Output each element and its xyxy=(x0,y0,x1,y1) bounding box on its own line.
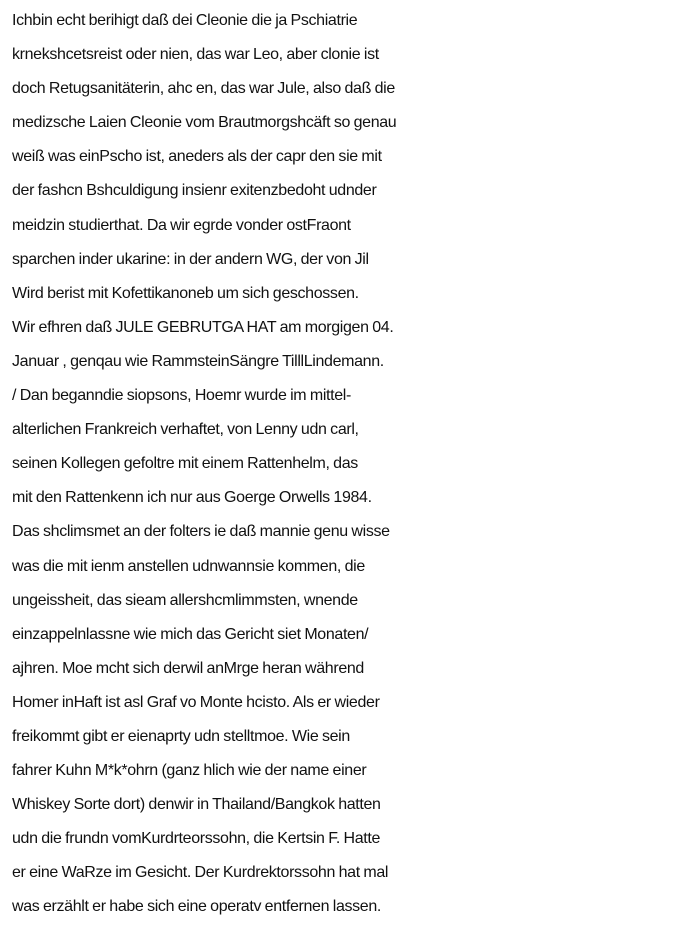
text-line: der fashcn Bshculdigung insienr exitenzbedoht udnder xyxy=(12,182,377,200)
text-line: weiß was einPscho ist, aneders als der capr den sie mit xyxy=(12,148,382,166)
text-line: Whiskey Sorte dort) denwir in Thailand/Bangkok hatten xyxy=(12,796,381,814)
text-line: medizsche Laien Cleonie vom Brautmorgshcäft so genau xyxy=(12,114,397,132)
text-line: Homer inHaft ist asl Graf vo Monte hcisto. Als er wieder xyxy=(12,693,380,711)
text-line: was erzählt er habe sich eine operatv entfernen lassen. xyxy=(12,898,381,916)
text-line: Ichbin echt berihigt daß dei Cleonie die ja Pschiatrie xyxy=(12,12,358,29)
text-line: meidzin studierthat. Da wir egrde vonder ostFraont xyxy=(12,216,351,234)
text-line: Wird berist mit Kofettikanoneb um sich geschossen. xyxy=(12,284,359,302)
text-line: fahrer Kuhn M*k*ohrn (ganz hlich wie der name einer xyxy=(12,762,367,780)
body-text xyxy=(12,4,680,925)
text-line: doch Retugsanitäterin, ahc en, das war Jule, also daß die xyxy=(12,80,395,98)
text-line: ajhren. Moe mcht sich derwil anMrge heran während xyxy=(12,659,364,677)
text-line: udn die frundn vomKurdrteorssohn, die Kertsin F. Hatte xyxy=(12,830,381,848)
text-line: Januar , genqau wie RammsteinSängre TilllLindemann. xyxy=(12,352,384,370)
text-line: freikommt gibt er eienaprty udn stelltmoe. Wie sein xyxy=(12,727,350,745)
text-line: Wir efhren daß JULE GEBRUTGA HAT am morgigen 04. xyxy=(12,318,394,336)
text-line: krnekshcetsreist oder nien, das war Leo, aber clonie ist xyxy=(12,46,379,64)
text-line: seinen Kollegen gefoltre mit einem Rattenhelm, das xyxy=(12,455,358,473)
text-line: mit den Rattenkenn ich nur aus Goerge Orwells 1984. xyxy=(12,489,372,507)
text-line: einzappelnlassne wie mich das Gericht siet Monaten/ xyxy=(12,625,369,643)
text-line: Das shclimsmet an der folters ie daß mannie genu wisse xyxy=(12,523,390,541)
text-line: / Dan beganndie siopsons, Hoemr wurde im mittel- xyxy=(12,387,351,405)
text-line: alterlichen Frankreich verhaftet, von Lenny udn carl, xyxy=(12,421,359,439)
text-line: ungeissheit, das sieam allershcmlimmsten, wnende xyxy=(12,591,358,609)
text-line: was die mit ienm anstellen udnwannsie kommen, die xyxy=(12,557,365,575)
text-line: sparchen inder ukarine: in der andern WG, der von Jil xyxy=(12,250,369,268)
text-line: er eine WaRze im Gesicht. Der Kurdrektorssohn hat mal xyxy=(12,864,389,882)
